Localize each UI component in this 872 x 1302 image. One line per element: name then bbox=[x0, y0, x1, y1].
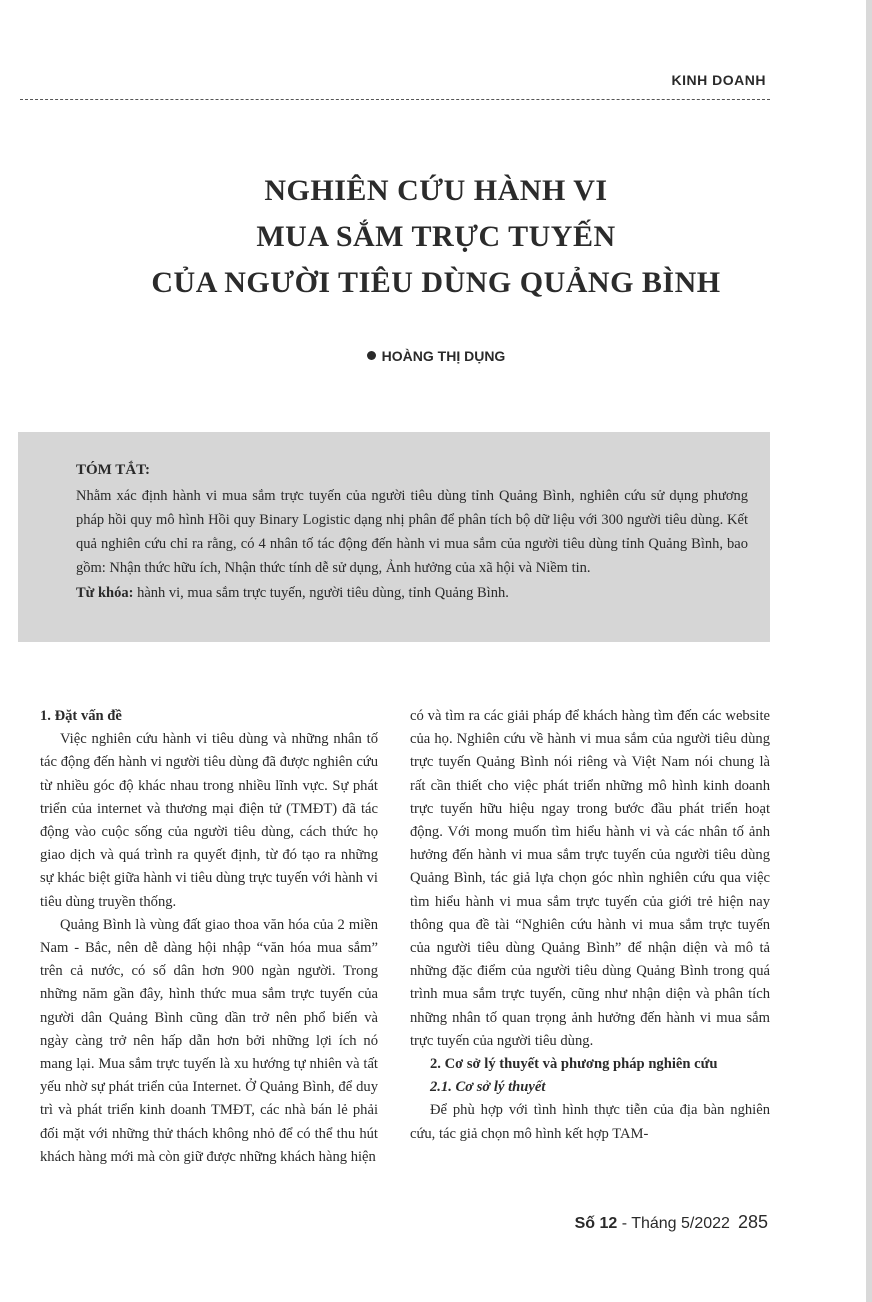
header-rule bbox=[20, 99, 770, 100]
title-line-1: NGHIÊN CỨU HÀNH VI bbox=[264, 174, 608, 207]
article-title bbox=[0, 168, 872, 306]
abstract-box bbox=[18, 432, 770, 642]
abstract-text: Nhằm xác định hành vi mua sắm trực tuyến của người tiêu dùng tỉnh Quảng Bình, nghiên cứu sử dụng phương pháp hồi quy mô hình Hồi quy Binary Logistic dạng nhị phân để phân tích bộ dữ liệu với 300 người tiêu dùng. Kết quả nghiên cứu chỉ ra rằng, có 4 nhân tố tác động đến hành vi mua sắm của người tiêu dùng tỉnh Quảng Bình, bao gồm: Nhận thức hữu ích, Nhận thức tính dễ sử dụng, Ảnh hưởng của xã hội và Niềm tin. bbox=[76, 488, 748, 576]
issue-number: Số 12 bbox=[574, 1215, 618, 1232]
paragraph: Việc nghiên cứu hành vi tiêu dùng và những nhân tố tác động đến hành vi người tiêu dùng đã được nghiên cứu từ nhiều góc độ khác nhau trong nhiều lĩnh vực. Sự phát triển của internet và thương mại điện tử (TMĐT) đã tác động vào cuộc sống của người tiêu dùng, cách thức họ giao dịch và quá trình ra quyết định, từ đó tạo ra những sự khác biệt giữa hành vi tiêu dùng trực tuyến với hành vi tiêu dùng truyền thống. bbox=[40, 731, 378, 910]
section-1-heading: 1. Đặt vấn đề bbox=[40, 708, 122, 724]
paragraph: Quảng Bình là vùng đất giao thoa văn hóa của 2 miền Nam - Bắc, nên dễ dàng hội nhập “văn hóa mua sắm” trên cả nước, có số dân hơn 900 ngàn người. Trong những năm gần đây, hình thức mua sắm trực tuyến của người dân Quảng Bình cũng dần trở nên phổ biến và ngày càng trở nên hấp dẫn hơn bởi những lợi ích nó mang lại. Mua sắm trực tuyến là xu hướng tự nhiên và tất yếu nhờ sự phát triển của Internet. Ở Quảng Bình, để duy trì và phát triển kinh doanh TMĐT, các nhà bán lẻ phải đối mặt với những thử thách không nhỏ để có thể thu hút khách hàng mới mà còn giữ được những khách hàng hiện bbox=[40, 916, 378, 1165]
page-footer bbox=[575, 1212, 768, 1233]
section-2-heading: 2. Cơ sở lý thuyết và phương pháp nghiên cứu bbox=[430, 1056, 718, 1073]
title-line-2: MUA SẮM TRỰC TUYẾN bbox=[256, 220, 616, 253]
issue-date: - Tháng 5/2022 bbox=[617, 1215, 730, 1232]
title-line-3: CỦA NGƯỜI TIÊU DÙNG QUẢNG BÌNH bbox=[151, 266, 721, 299]
page-number: 285 bbox=[737, 1212, 768, 1232]
column-right bbox=[410, 705, 770, 1146]
issue-info bbox=[575, 1215, 730, 1232]
column-left bbox=[40, 705, 378, 1169]
keywords bbox=[76, 581, 748, 605]
author-line bbox=[0, 348, 872, 364]
author-name: HOÀNG THỊ DỤNG bbox=[381, 348, 506, 364]
paragraph: Để phù hợp với tình hình thực tiễn của địa bàn nghiên cứu, tác giả chọn mô hình kết hợp TAM- bbox=[410, 1102, 770, 1142]
keywords-label: Từ khóa: bbox=[76, 585, 134, 601]
section-label: KINH DOANH bbox=[671, 72, 766, 88]
paragraph: có và tìm ra các giải pháp để khách hàng tìm đến các website của họ. Nghiên cứu về hành vi mua sắm của người tiêu dùng trực tuyến Quảng Bình nói riêng và Việt Nam nói chung là rất cần thiết cho việc phát triển những mô hình kinh doanh trực tuyến hữu hiệu ngay trong bước đầu phát triển hoạt động. Với mong muốn tìm hiểu hành vi và các nhân tố ảnh hưởng đến hành vi mua sắm trực tuyến của người tiêu dùng Quảng Bình, tác giả lựa chọn góc nhìn nghiên cứu qua việc tìm hiểu hành vi mua sắm trực tuyến của giới trẻ hiện nay thông qua đề tài “Nghiên cứu hành vi mua sắm trực tuyến của người tiêu dùng Quảng Bình” để nhận diện và mô tả những đặc điểm của người tiêu dùng Quảng Bình trong quá trình mua sắm trực tuyến, cũng như nhận diện và phân tích những nhân tố quan trọng ảnh hưởng đến hành vi mua sắm trực tuyến của người tiêu dùng. bbox=[410, 708, 770, 1049]
abstract-content bbox=[76, 458, 748, 605]
keywords-list: hành vi, mua sắm trực tuyến, người tiêu dùng, tỉnh Quảng Bình. bbox=[133, 585, 509, 601]
abstract-heading: TÓM TẮT: bbox=[76, 462, 151, 478]
bullet-icon bbox=[367, 351, 376, 360]
subsection-2-1-heading: 2.1. Cơ sở lý thuyết bbox=[430, 1079, 546, 1096]
